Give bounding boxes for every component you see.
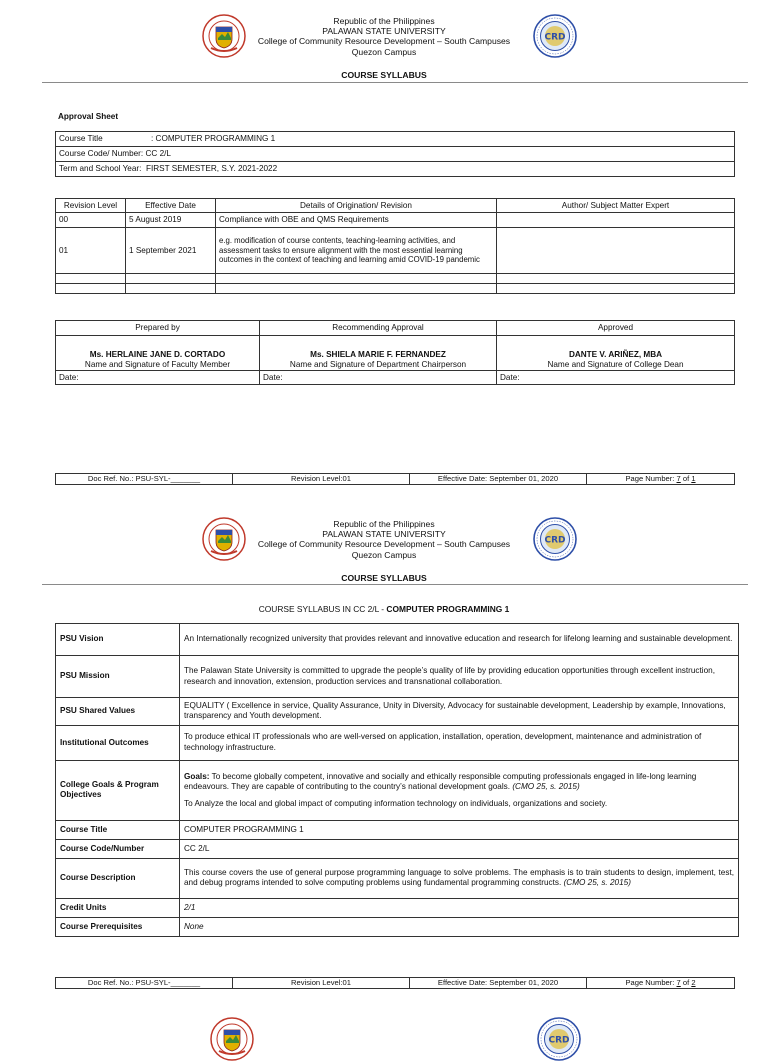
outcomes-label: Institutional Outcomes (56, 725, 180, 760)
course-description-citation: (CMO 25, s. 2015) (563, 878, 631, 888)
values-label: PSU Shared Values (56, 698, 180, 726)
course-info-table (55, 131, 735, 177)
table-row (56, 213, 735, 228)
syllabus-page-1 (0, 0, 768, 500)
header-rule (42, 584, 748, 585)
page-of-label: of (680, 978, 692, 987)
college-name: College of Community Resource Development – South Campuses (257, 36, 511, 47)
term-label: Term and School Year: (59, 164, 142, 173)
chairperson-role: Name and Signature of Department Chairperson (260, 360, 497, 371)
dean-name: DANTE V. ARIÑEZ, MBA (497, 336, 735, 360)
campus-name: Quezon Campus (351, 549, 417, 560)
revision-level: 00 (56, 213, 126, 228)
prerequisites-value: None (180, 917, 739, 936)
ccrd-seal-logo (533, 517, 577, 561)
page-footer (55, 977, 735, 989)
dean-role: Name and Signature of College Dean (497, 360, 735, 371)
university-name: PALAWAN STATE UNIVERSITY (322, 529, 446, 540)
campus-name: Quezon Campus (351, 46, 417, 57)
faculty-date-field[interactable]: Date: (56, 371, 260, 385)
effective-date-footer: Effective Date: September 01, 2020 (410, 474, 587, 485)
page-number (587, 474, 735, 485)
page-number-value: 7 (676, 474, 681, 483)
approval-sheet-label: Approval Sheet (58, 112, 119, 121)
page-header (0, 0, 768, 70)
course-title-label: Course Title (56, 820, 180, 839)
recommending-header: Recommending Approval (260, 321, 497, 336)
doc-ref: Doc Ref. No.: PSU-SYL-_______ (56, 978, 233, 989)
table-row (56, 228, 735, 274)
goals-label: College Goals & Program Objectives (56, 760, 180, 820)
header-rule (42, 82, 748, 83)
course-title-label: Course Title (59, 134, 103, 143)
objectives-paragraph: To Analyze the local and global impact of computing information technology on individuals, organizations and society. (184, 798, 608, 808)
university-name: PALAWAN STATE UNIVERSITY (322, 26, 446, 37)
revision-author (497, 213, 735, 228)
goals-text: To become globally competent, innovative and socially and ethically responsible computing professionals engaged in life-long learning endeavours. They are capable of contributing to the country’s national development goals. (184, 771, 697, 792)
chairperson-name: Ms. SHIELA MARIE F. FERNANDEZ (260, 336, 497, 360)
syllabus-info-table (55, 623, 739, 937)
credit-units-label: Credit Units (56, 898, 180, 917)
revision-date: 1 September 2021 (126, 228, 216, 274)
course-code-row (56, 147, 735, 162)
college-name: College of Community Resource Development – South Campuses (257, 539, 511, 550)
table-row (56, 274, 735, 284)
doc-ref: Doc Ref. No.: PSU-SYL-_______ (56, 474, 233, 485)
course-description-text: This course covers the use of general purpose programming language to solve problems. The emphasis is to train students to design, implement, test, and debug programs intended to solve computing problems using fundamental programming constructs. (184, 867, 734, 888)
ccrd-seal-logo (533, 14, 577, 58)
signatories-table (55, 320, 735, 385)
page-number (587, 978, 735, 989)
prerequisites-label: Course Prerequisites (56, 917, 180, 936)
revision-table (55, 198, 735, 294)
course-code-value: CC 2/L (180, 839, 739, 858)
faculty-name: Ms. HERLAINE JANE D. CORTADO (56, 336, 260, 360)
revision-details: Compliance with OBE and QMS Requirements (216, 213, 497, 228)
syllabus-heading-course: COMPUTER PROGRAMMING 1 (386, 604, 510, 614)
page-total-value: 2 (691, 978, 696, 987)
term-value: FIRST SEMESTER, S.Y. 2021-2022 (145, 164, 278, 173)
page-number-value: 7 (676, 978, 681, 987)
revision-date: 5 August 2019 (126, 213, 216, 228)
republic-line: Republic of the Philippines (333, 16, 435, 26)
term-row (56, 162, 735, 177)
document-title: COURSE SYLLABUS (341, 573, 427, 583)
page-header (0, 503, 768, 573)
course-description-label: Course Description (56, 858, 180, 898)
revision-header-date: Effective Date (126, 199, 216, 213)
vision-value: An Internationally recognized university that provides relevant and innovative education and research for lifelong learning and sustainable development. (180, 624, 739, 656)
chairperson-date-field[interactable]: Date: (260, 371, 497, 385)
outcomes-value: To produce ethical IT professionals who are well-versed on application, installation, operation, development, maintenance and administration of technology infrastructure. (180, 725, 739, 760)
revision-level-footer: Revision Level:01 (233, 474, 410, 485)
revision-header-details: Details of Origination/ Revision (216, 199, 497, 213)
page-number-label: Page Number: (625, 978, 677, 987)
page-number-label: Page Number: (625, 474, 677, 483)
revision-header-level: Revision Level (56, 199, 126, 213)
course-title-value: : COMPUTER PROGRAMMING 1 (151, 134, 276, 143)
revision-level-footer: Revision Level:01 (233, 978, 410, 989)
course-description-value (180, 858, 739, 898)
vision-label: PSU Vision (56, 624, 180, 656)
faculty-role: Name and Signature of Faculty Member (56, 360, 260, 371)
mission-value: The Palawan State University is committed to upgrade the people’s quality of life by providing education opportunities through excellent instruction, research and innovation, extension, production services and transnational collaboration. (180, 656, 739, 698)
values-value: EQUALITY ( Excellence in service, Quality Assurance, Unity in Diversity, Advocacy for sustainable development, Leadership by example, Innovations, transparency and Youth development. (180, 698, 739, 726)
revision-details: e.g. modification of course contents, teaching-learning activities, and assessment tasks to ensure alignment with the most essential learning outcomes in the context of teaching and learning amid COVID-19 pandemic (216, 228, 497, 274)
course-code-value: CC 2/L (145, 149, 171, 158)
course-code-label: Course Code/Number (56, 839, 180, 858)
page-total-value: 1 (691, 474, 696, 483)
syllabus-heading-prefix: COURSE SYLLABUS IN CC 2/L - (258, 604, 387, 614)
syllabus-page-2 (0, 503, 768, 1024)
page-of-label: of (680, 474, 692, 483)
dean-date-field[interactable]: Date: (497, 371, 735, 385)
document-title: COURSE SYLLABUS (341, 70, 427, 80)
credit-units-value: 2/1 (180, 898, 739, 917)
table-row (56, 284, 735, 294)
page-footer (55, 473, 735, 485)
course-code-label: Course Code/ Number: (59, 149, 144, 158)
course-title-row (56, 132, 735, 147)
effective-date-footer: Effective Date: September 01, 2020 (410, 978, 587, 989)
syllabus-heading (0, 604, 768, 614)
course-title-value: COMPUTER PROGRAMMING 1 (180, 820, 739, 839)
goals-value (180, 760, 739, 820)
goals-lead: Goals: (184, 771, 210, 781)
approved-header: Approved (497, 321, 735, 336)
revision-level: 01 (56, 228, 126, 274)
prepared-by-header: Prepared by (56, 321, 260, 336)
mission-label: PSU Mission (56, 656, 180, 698)
goals-citation: (CMO 25, s. 2015) (512, 782, 580, 792)
goals-paragraph (184, 772, 734, 793)
republic-line: Republic of the Philippines (333, 519, 435, 529)
revision-header-author: Author/ Subject Matter Expert (497, 199, 735, 213)
revision-author (497, 228, 735, 274)
